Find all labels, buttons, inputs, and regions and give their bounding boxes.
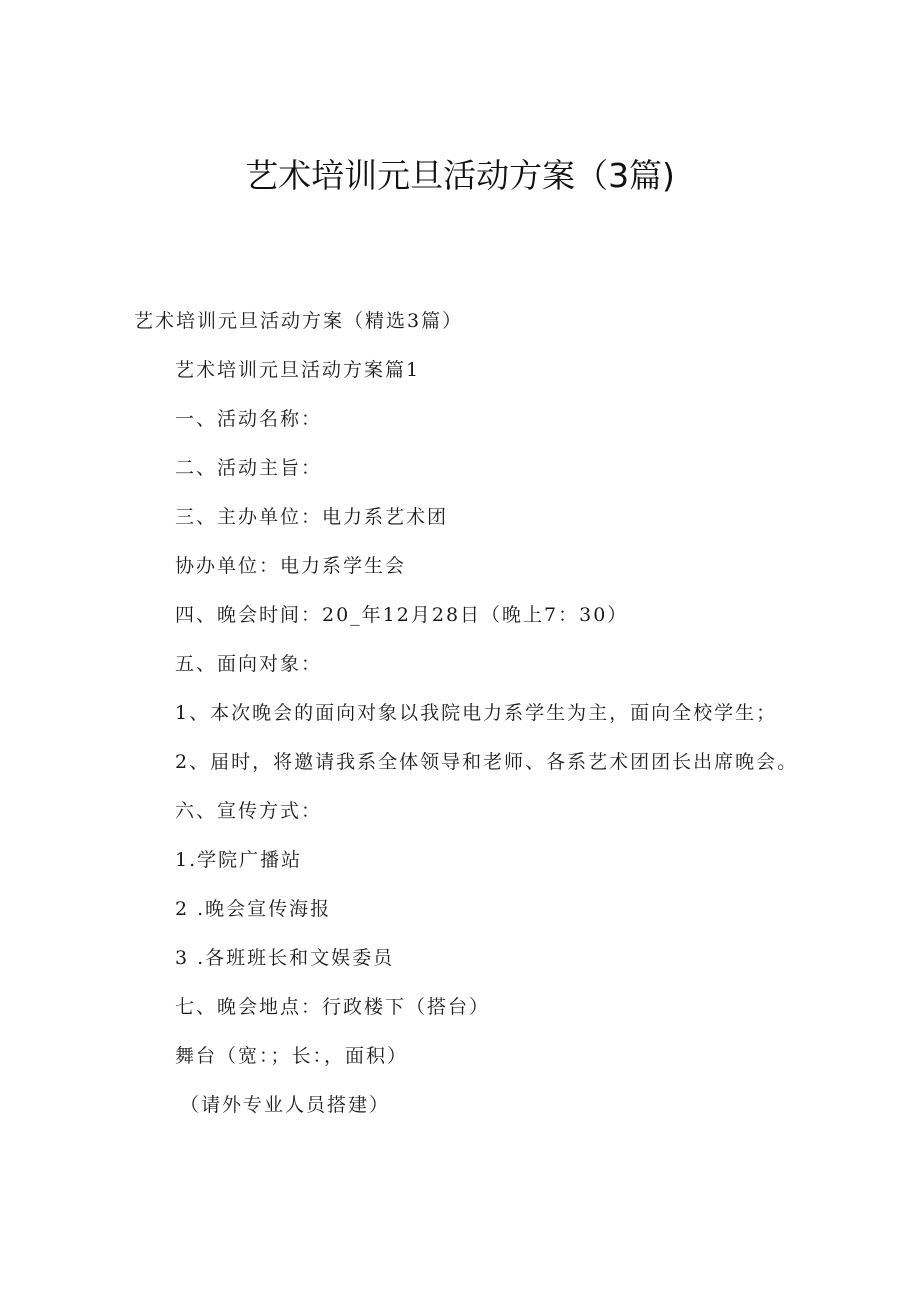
paragraph-audience: 五、面向对象： bbox=[175, 653, 323, 675]
paragraph-activity-purpose: 二、活动主旨： bbox=[175, 457, 323, 479]
section-heading-part-1: 艺术培训元旦活动方案篇1 bbox=[175, 359, 421, 381]
document-title: 艺术培训元旦活动方案（3篇) bbox=[245, 156, 675, 195]
paragraph-publicity-item-1: 1.学院广播站 bbox=[175, 849, 303, 871]
paragraph-activity-name: 一、活动名称： bbox=[175, 408, 323, 430]
paragraph-organizer: 三、主办单位：电力系艺术团 bbox=[175, 506, 449, 528]
paragraph-stage-note: （请外专业人员搭建） bbox=[180, 1094, 391, 1116]
paragraph-venue: 七、晚会地点：行政楼下（搭台） bbox=[175, 996, 491, 1018]
document-subtitle: 艺术培训元旦活动方案（精选3篇） bbox=[134, 310, 464, 332]
paragraph-publicity-item-3: 3 .各班班长和文娱委员 bbox=[175, 947, 395, 969]
paragraph-party-time: 四、晚会时间：20_年12月28日（晚上7：30） bbox=[175, 604, 629, 626]
paragraph-co-organizer: 协办单位：电力系学生会 bbox=[175, 555, 407, 577]
paragraph-stage: 舞台（宽：；长：，面积） bbox=[175, 1045, 409, 1067]
paragraph-publicity: 六、宣传方式： bbox=[175, 800, 323, 822]
paragraph-publicity-item-2: 2 .晚会宣传海报 bbox=[175, 898, 332, 920]
paragraph-audience-item-1: 1、本次晚会的面向对象以我院电力系学生为主，面向全校学生； bbox=[175, 702, 778, 724]
paragraph-audience-item-2: 2、届时，将邀请我系全体领导和老师、各系艺术团团长出席晚会。 bbox=[175, 751, 799, 773]
